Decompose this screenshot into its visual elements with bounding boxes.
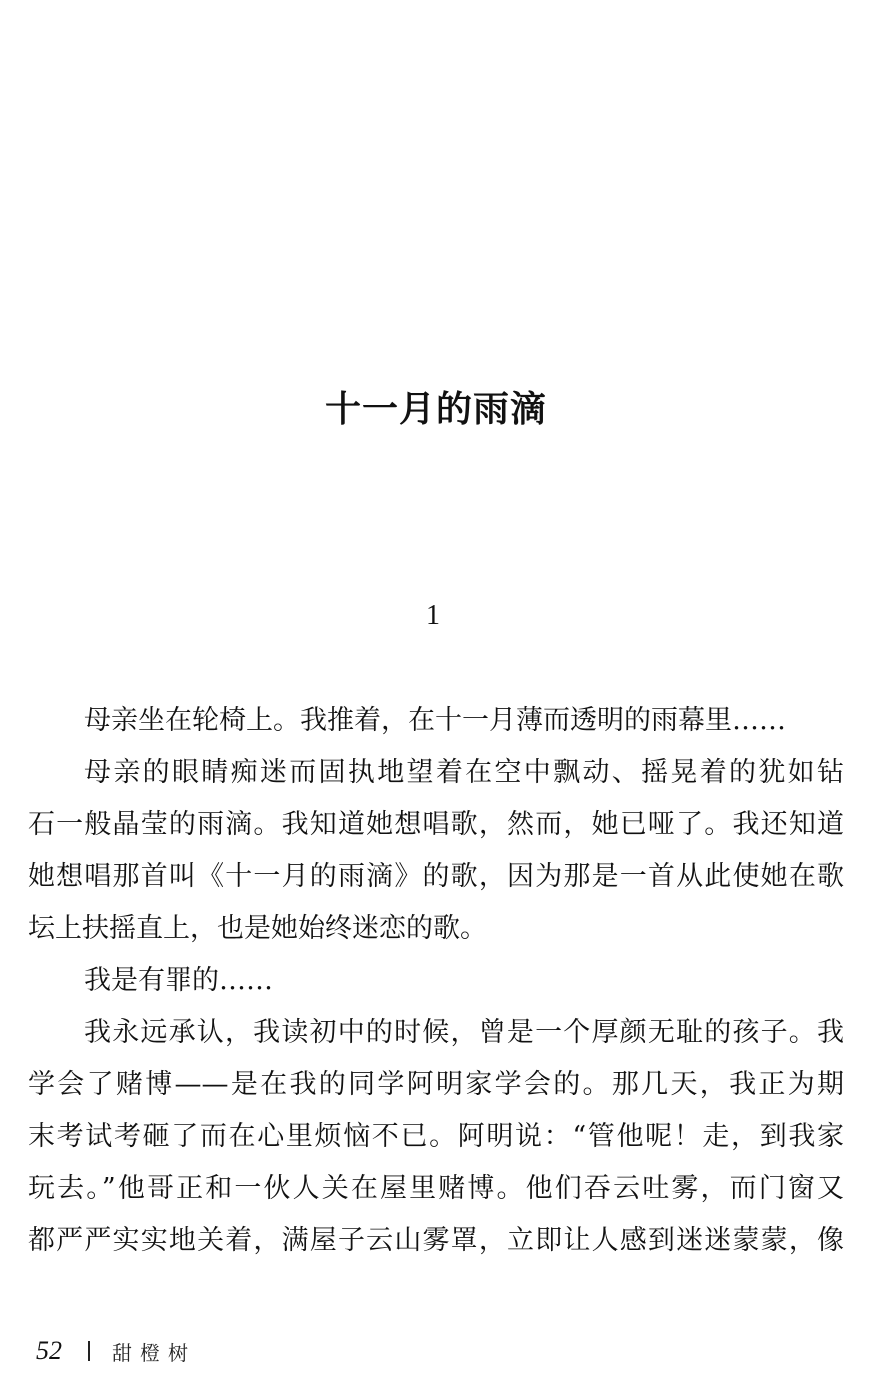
paragraph-line: 母亲坐在轮椅上。我推着，在十一月薄而透明的雨幕里…… [84,705,786,736]
paragraph-line: 石一般晶莹的雨滴。我知道她想唱歌，然而，她已哑了。我还知道 [28,809,844,840]
paragraph-line: 她想唱那首叫《十一月的雨滴》的歌，因为那是一首从此使她在歌 [28,861,844,892]
paragraph-line: 学会了赌博——是在我的同学阿明家学会的。那几天，我正为期 [28,1069,844,1100]
page-footer [36,1334,196,1368]
paragraph-line: 末考试考砸了而在心里烦恼不已。阿明说：“管他呢！走，到我家 [28,1121,844,1152]
paragraph-line: 玩去。”他哥正和一伙人关在屋里赌博。他们吞云吐雾，而门窗又 [28,1173,844,1204]
paragraph-line: 坛上扶摇直上，也是她始终迷恋的歌。 [28,913,487,944]
paragraph-line: 我永远承认，我读初中的时候，曾是一个厚颜无耻的孩子。我 [84,1017,844,1048]
paragraph-line: 都严严实实地关着，满屋子云山雾罩，立即让人感到迷迷蒙蒙，像 [28,1225,844,1256]
chapter-title: 十一月的雨滴 [324,389,547,430]
paragraph-line: 母亲的眼睛痴迷而固执地望着在空中飘动、摇晃着的犹如钻 [84,757,844,788]
page-number: 52 [36,1336,62,1365]
book-title: 甜橙树 [112,1340,196,1365]
paragraph-line: 我是有罪的…… [84,965,273,996]
section-number: 1 [426,600,440,631]
footer-divider [88,1341,90,1361]
